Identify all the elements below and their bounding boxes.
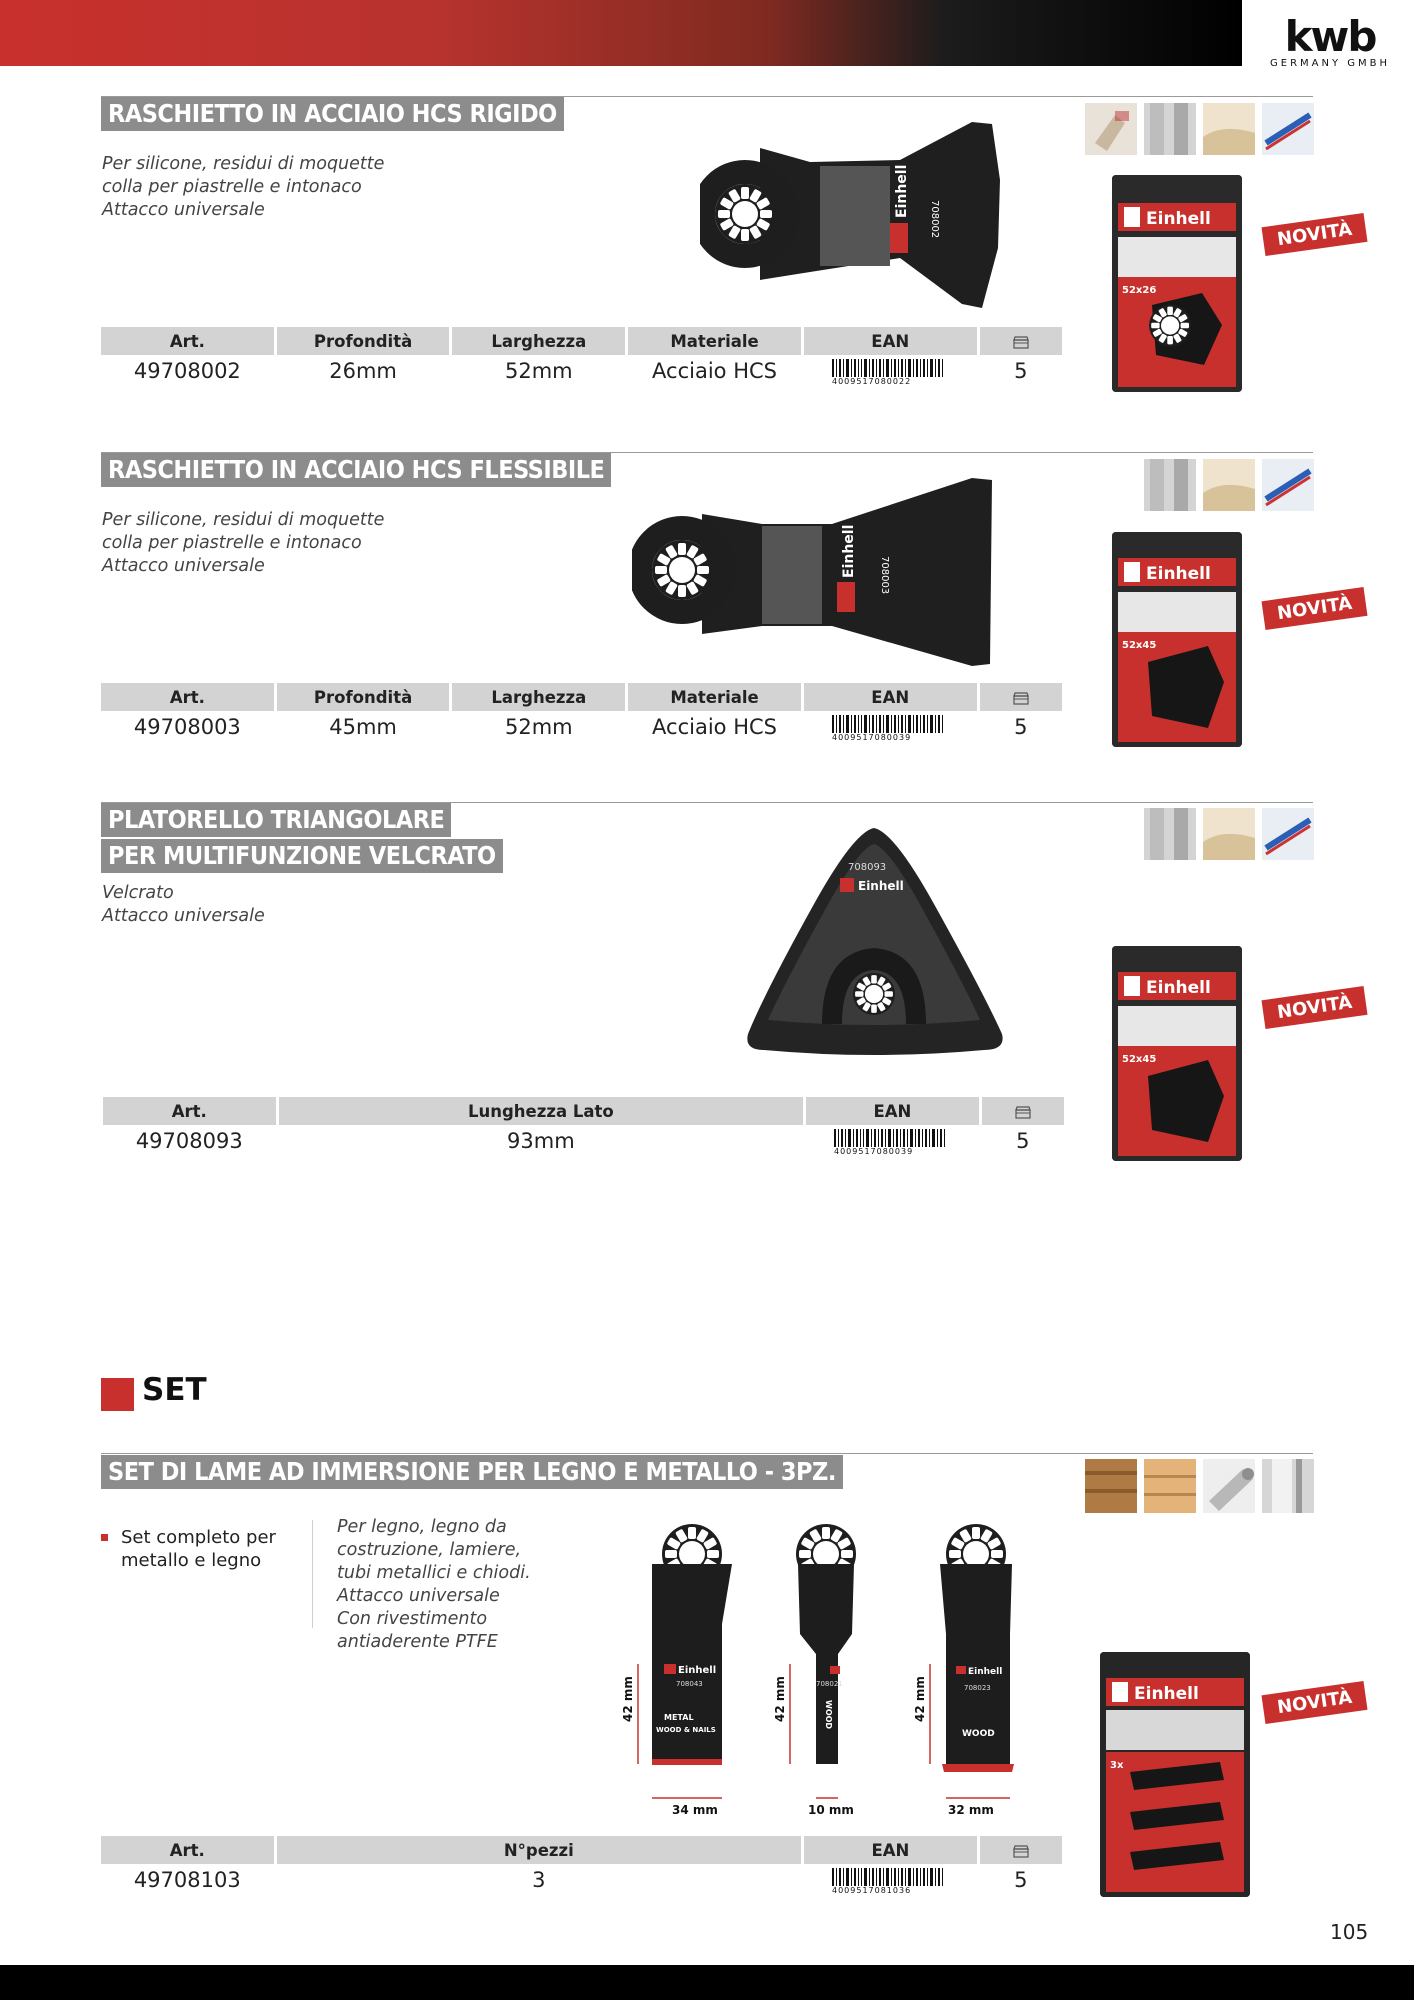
set-section-marker — [101, 1378, 134, 1411]
set-section-title: SET — [142, 1372, 207, 1408]
package-icon — [1012, 335, 1030, 349]
package-quantity: 5 — [1014, 1868, 1028, 1892]
svg-text:Einhell: Einhell — [678, 1665, 717, 1676]
product-description: Per legno, legno da costruzione, lamiere, tubi metallici e chiodi. Attacco universale Con rivestimento antiaderente PTFE — [337, 1517, 531, 1652]
product-title: RASCHIETTO IN ACCIAIO HCS RIGIDO — [101, 97, 564, 131]
scraper-blade-flexible-image — [632, 474, 994, 670]
svg-text:Einhell: Einhell — [1146, 564, 1211, 584]
svg-text:3x: 3x — [1110, 1760, 1124, 1771]
svg-text:708043: 708043 — [676, 1680, 703, 1688]
spec-table: Art. N°pezzi EAN 49708103 3 4009517081036 5 — [98, 1836, 1065, 1896]
logo-text: kwb — [1284, 12, 1376, 61]
svg-text:4009517080039: 4009517080039 — [832, 733, 912, 741]
thumb-tile-icon — [1144, 459, 1196, 511]
thumb-sealant-icon — [1262, 103, 1314, 155]
svg-text:Einhell: Einhell — [968, 1667, 1003, 1677]
package-icon — [1014, 1105, 1032, 1119]
novita-badge: NOVITÀ — [1261, 587, 1367, 630]
blade-brand-text: Einhell — [894, 164, 910, 218]
thumb-tile-icon — [1144, 103, 1196, 155]
svg-text:52x45: 52x45 — [1122, 1054, 1157, 1065]
product-title-line-2: PER MULTIFUNZIONE VELCRATO — [101, 839, 503, 873]
package-icon — [1012, 691, 1030, 705]
article-number: 49708103 — [133, 1868, 241, 1892]
package-icon — [1012, 1844, 1030, 1858]
svg-text:4009517080022: 4009517080022 — [832, 377, 912, 385]
product-title: SET DI LAME AD IMMERSIONE PER LEGNO E METALLO - 3PZ. — [101, 1455, 843, 1489]
article-number: 49708003 — [133, 715, 241, 739]
product-package-image — [1112, 532, 1242, 747]
blade-metal-wood-nails — [621, 1524, 732, 1817]
thumb-wall-icon — [1085, 103, 1137, 155]
svg-text:Einhell: Einhell — [1146, 978, 1211, 998]
thumb-sealant-icon — [1262, 808, 1314, 860]
svg-text:Einhell: Einhell — [858, 879, 904, 893]
thumb-wood-stack-icon — [1085, 1459, 1137, 1513]
svg-text:52x45: 52x45 — [1122, 640, 1157, 651]
thumb-wood-plank-icon — [1144, 1459, 1196, 1513]
product-title: RASCHIETTO IN ACCIAIO HCS FLESSIBILE — [101, 453, 611, 487]
novita-badge: NOVITÀ — [1261, 986, 1367, 1029]
column-divider — [312, 1520, 313, 1628]
ean-barcode — [830, 1866, 950, 1894]
application-thumbnails — [1085, 103, 1315, 159]
spec-table: Art. Lunghezza Lato EAN 49708093 93mm 4009517080039 5 — [100, 1097, 1067, 1157]
svg-text:52x26: 52x26 — [1122, 285, 1157, 296]
scraper-blade-rigid-image — [700, 118, 1000, 310]
blade-code-text: 708002 — [929, 200, 940, 239]
logo-subtext: GERMANY GMBH — [1270, 58, 1391, 69]
svg-text:708093: 708093 — [848, 862, 887, 873]
spec-table: Art. Profondità Larghezza Materiale EAN 49708003 45mm 52mm Acciaio HCS 4009517080039 5 — [98, 683, 1065, 743]
thumb-plaster-icon — [1203, 808, 1255, 860]
product-package-image — [1112, 175, 1242, 392]
footer-bar — [0, 1965, 1414, 2000]
product-title-line-1: PLATORELLO TRIANGOLARE — [101, 803, 451, 837]
article-number: 49708093 — [135, 1129, 243, 1153]
svg-text:WOOD: WOOD — [824, 1700, 833, 1730]
svg-text:10 mm: 10 mm — [808, 1803, 854, 1817]
svg-text:42 mm: 42 mm — [773, 1676, 787, 1722]
svg-text:42 mm: 42 mm — [621, 1676, 635, 1722]
svg-text:WOOD: WOOD — [962, 1729, 995, 1739]
product-description: Velcrato Attacco universale — [102, 883, 265, 926]
spec-table: Art. Profondità Larghezza Materiale EAN 49708002 26mm 52mm Acciaio HCS 4009517080022 5 — [98, 327, 1065, 387]
blade-wood-narrow — [773, 1524, 856, 1817]
thumb-metal-pipe-icon — [1203, 1459, 1255, 1513]
svg-text:708023: 708023 — [964, 1684, 991, 1692]
svg-text:Einhell: Einhell — [1134, 1684, 1199, 1704]
thumb-plaster-icon — [1203, 103, 1255, 155]
svg-text:708021: 708021 — [816, 1680, 843, 1688]
novita-badge: NOVITÀ — [1261, 213, 1367, 256]
package-brand-text: Einhell — [1146, 209, 1211, 229]
triangular-velcro-pad-image — [744, 824, 1004, 1056]
thumb-plaster-icon — [1203, 459, 1255, 511]
page-number: 105 — [1330, 1920, 1369, 1944]
svg-text:WOOD & NAILS: WOOD & NAILS — [656, 1726, 716, 1734]
svg-text:4009517081036: 4009517081036 — [832, 1886, 912, 1894]
svg-text:34 mm: 34 mm — [672, 1803, 718, 1817]
application-thumbnails — [1144, 808, 1314, 864]
application-thumbnails — [1085, 1459, 1315, 1517]
thumb-tile-icon — [1144, 808, 1196, 860]
package-quantity: 5 — [1014, 715, 1028, 739]
ean-barcode — [830, 713, 950, 741]
blade-set-image — [612, 1514, 1042, 1826]
blade-wood-wide — [913, 1524, 1014, 1817]
svg-text:METAL: METAL — [664, 1713, 694, 1722]
section-rule — [101, 1453, 1313, 1454]
header-gradient-bar — [0, 0, 1242, 66]
svg-text:708003: 708003 — [879, 556, 890, 595]
product-description: Per silicone, residui di moquette colla per piastrelle e intonaco Attacco universale — [102, 154, 385, 220]
article-number: 49708002 — [133, 359, 241, 383]
svg-text:42 mm: 42 mm — [913, 1676, 927, 1722]
package-quantity: 5 — [1016, 1129, 1030, 1153]
feature-bullet: Set completo per metallo e legno — [101, 1526, 276, 1572]
bullet-square-icon — [101, 1534, 108, 1541]
application-thumbnails — [1144, 459, 1314, 515]
svg-text:Einhell: Einhell — [841, 524, 857, 578]
svg-text:4009517080039: 4009517080039 — [834, 1147, 914, 1155]
product-package-image — [1100, 1652, 1250, 1897]
ean-barcode — [830, 357, 950, 385]
ean-barcode — [832, 1127, 952, 1155]
thumb-sealant-icon — [1262, 459, 1314, 511]
thumb-metal-sheet-icon — [1262, 1459, 1314, 1513]
svg-text:32 mm: 32 mm — [948, 1803, 994, 1817]
kwb-logo — [1270, 12, 1391, 70]
product-description: Per silicone, residui di moquette colla per piastrelle e intonaco Attacco universale — [102, 510, 385, 576]
product-package-image — [1112, 946, 1242, 1161]
package-quantity: 5 — [1014, 359, 1028, 383]
novita-badge: NOVITÀ — [1261, 1681, 1367, 1724]
